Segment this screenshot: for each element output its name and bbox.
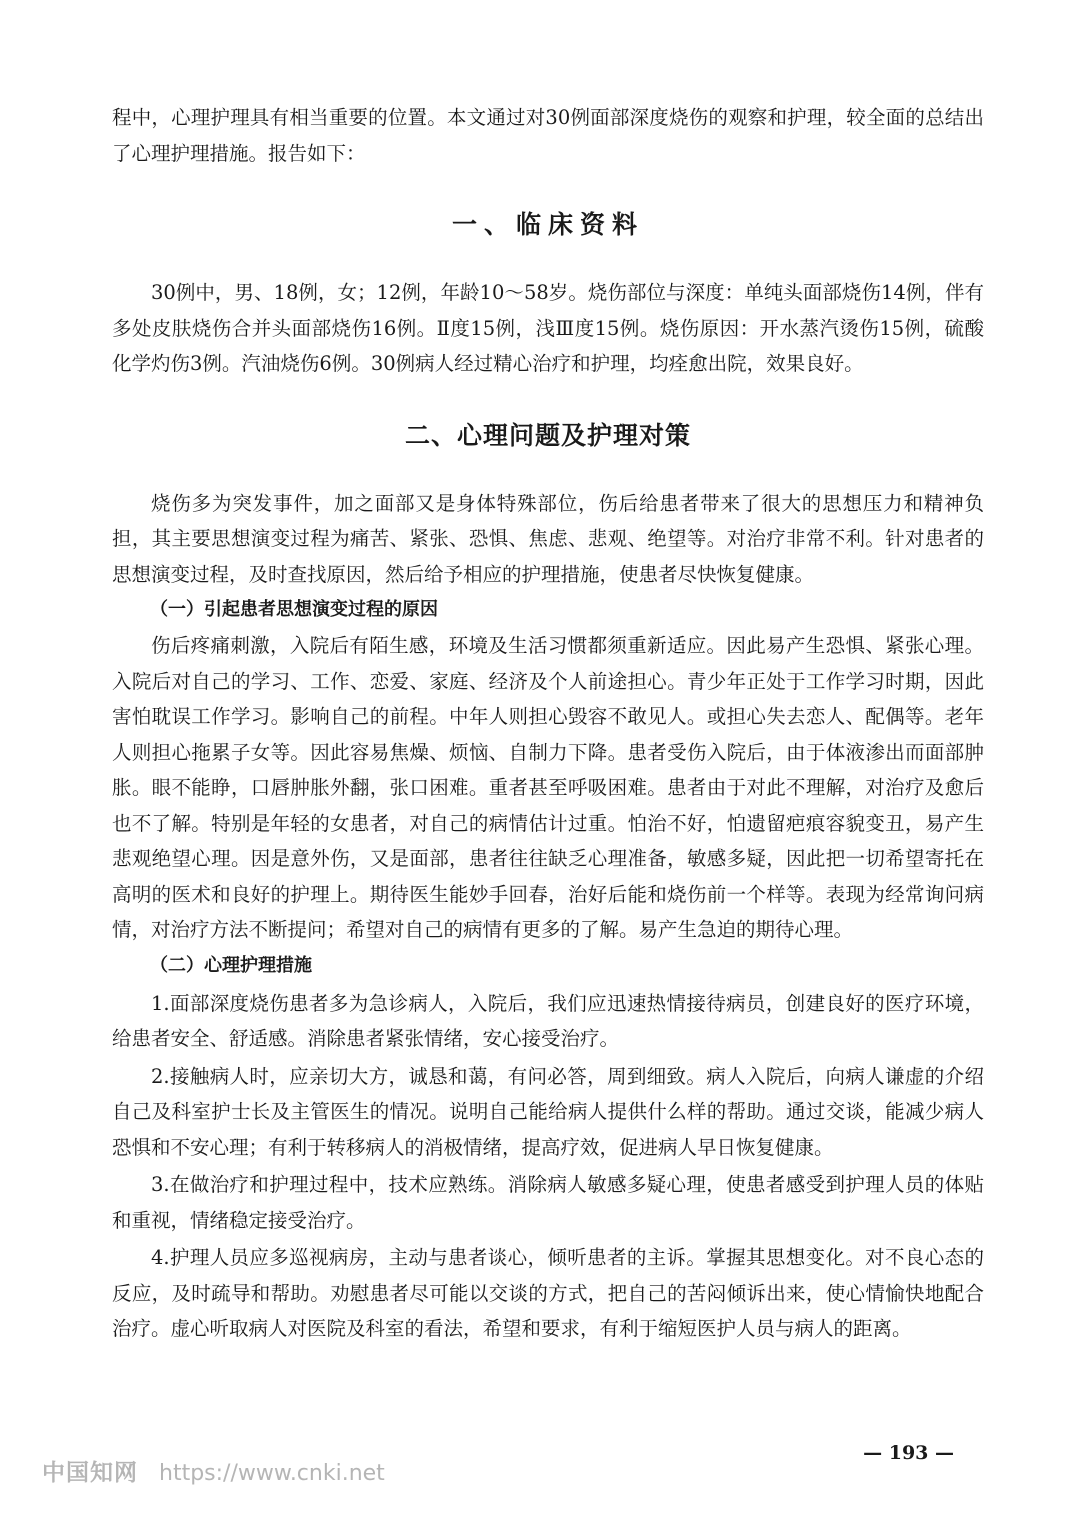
subsection-heading-measures: （二）心理护理措施: [150, 954, 312, 976]
measure-item-2: 2.接触病人时，应亲切大方，诚恳和蔼，有问必答，周到细致。病人入院后，向病人谦虚的介绍自己及科室护士长及主管医生的情况。说明自己能给病人提供什么样的帮助。通过交谈，能减少病人恐惧和不安心理；有利于转移病人的消极情绪，提高疗效，促进病人早日恢复健康。: [112, 1064, 984, 1159]
cnki-watermark: [42, 1454, 385, 1487]
measure-item-3: 3.在做治疗和护理过程中，技术应熟练。消除病人敏感多疑心理，使患者感受到护理人员的体贴和重视，情绪稳定接受治疗。: [112, 1173, 984, 1232]
watermark-brand: 中国知网: [42, 1460, 138, 1486]
watermark-url: https://www.cnki.net: [159, 1461, 385, 1486]
section-heading-clinical-data: 一、临床资料: [451, 210, 644, 239]
measure-item-4: 4.护理人员应多巡视病房，主动与患者谈心，倾听患者的主诉。掌握其思想变化。对不良心态的反应，及时疏导和帮助。劝慰患者尽可能以交谈的方式，把自己的苦闷倾诉出来，使心情愉快地配合治疗。虚心听取病人对医院及科室的看法，希望和要求，有利于缩短医护人员与病人的距离。: [112, 1246, 984, 1340]
causes-paragraph: 伤后疼痛刺激，入院后有陌生感，环境及生活习惯都须重新适应。因此易产生恐惧、紧张心理。入院后对自己的学习、工作、恋爱、家庭、经济及个人前途担心。青少年正处于工作学习时期，因此害怕耽误工作学习。影响自己的前程。中年人则担心毁容不敢见人。或担心失去恋人、配偶等。老年人则担心拖累子女等。因此容易焦燥、烦恼、自制力下降。患者受伤入院后，由于体液渗出而面部肿胀。眼不能睁，口唇肿胀外翻，张口困难。重者甚至呼吸困难。患者由于对此不理解，对治疗及愈后也不了解。特别是年轻的女患者，对自己的病情估计过重。怕治不好，怕遗留疤痕容貌变丑，易产生悲观绝望心理。因是意外伤，又是面部，患者往往缺乏心理准备，敏感多疑，因此把一切希望寄托在高明的医术和良好的护理上。期待医生能妙手回春，治好后能和烧伤前一个样等。表现为经常询问病情，对治疗方法不断提问；希望对自己的病情有更多的了解。易产生急迫的期待心理。: [112, 634, 984, 941]
section-heading-psychology: 二、心理问题及护理对策: [404, 420, 691, 450]
clinical-data-paragraph: 30例中，男、18例，女；12例，年龄10～58岁。烧伤部位与深度：单纯头面部烧伤14例，伴有多处皮肤烧伤合并头面部烧伤16例。Ⅱ度15例，浅Ⅲ度15例。烧伤原因：开水蒸汽烫伤15例，硫酸化学灼伤3例。汽油烧伤6例。30例病人经过精心治疗和护理，均痊愈出院，效果良好。: [112, 281, 984, 375]
document-body: [112, 100, 984, 1347]
page-number: — 193 —: [863, 1442, 954, 1464]
subsection-heading-causes: （一）引起患者思想演变过程的原因: [150, 599, 438, 620]
psychology-intro-paragraph: 烧伤多为突发事件，加之面部又是身体特殊部位，伤后给患者带来了很大的思想压力和精神负担，其主要思想演变过程为痛苦、紧张、恐惧、焦虑、悲观、绝望等。对治疗非常不利。针对患者的思想演变过程，及时查找原因，然后给予相应的护理措施，使患者尽快恢复健康。: [112, 491, 984, 586]
intro-paragraph: 程中，心理护理具有相当重要的位置。本文通过对30例面部深度烧伤的观察和护理，较全面的总结出了心理护理措施。报告如下：: [112, 106, 984, 165]
measure-item-1: 1.面部深度烧伤患者多为急诊病人，入院后，我们应迅速热情接待病员，创建良好的医疗环境，给患者安全、舒适感。消除患者紧张情绪，安心接受治疗。: [112, 991, 984, 1050]
